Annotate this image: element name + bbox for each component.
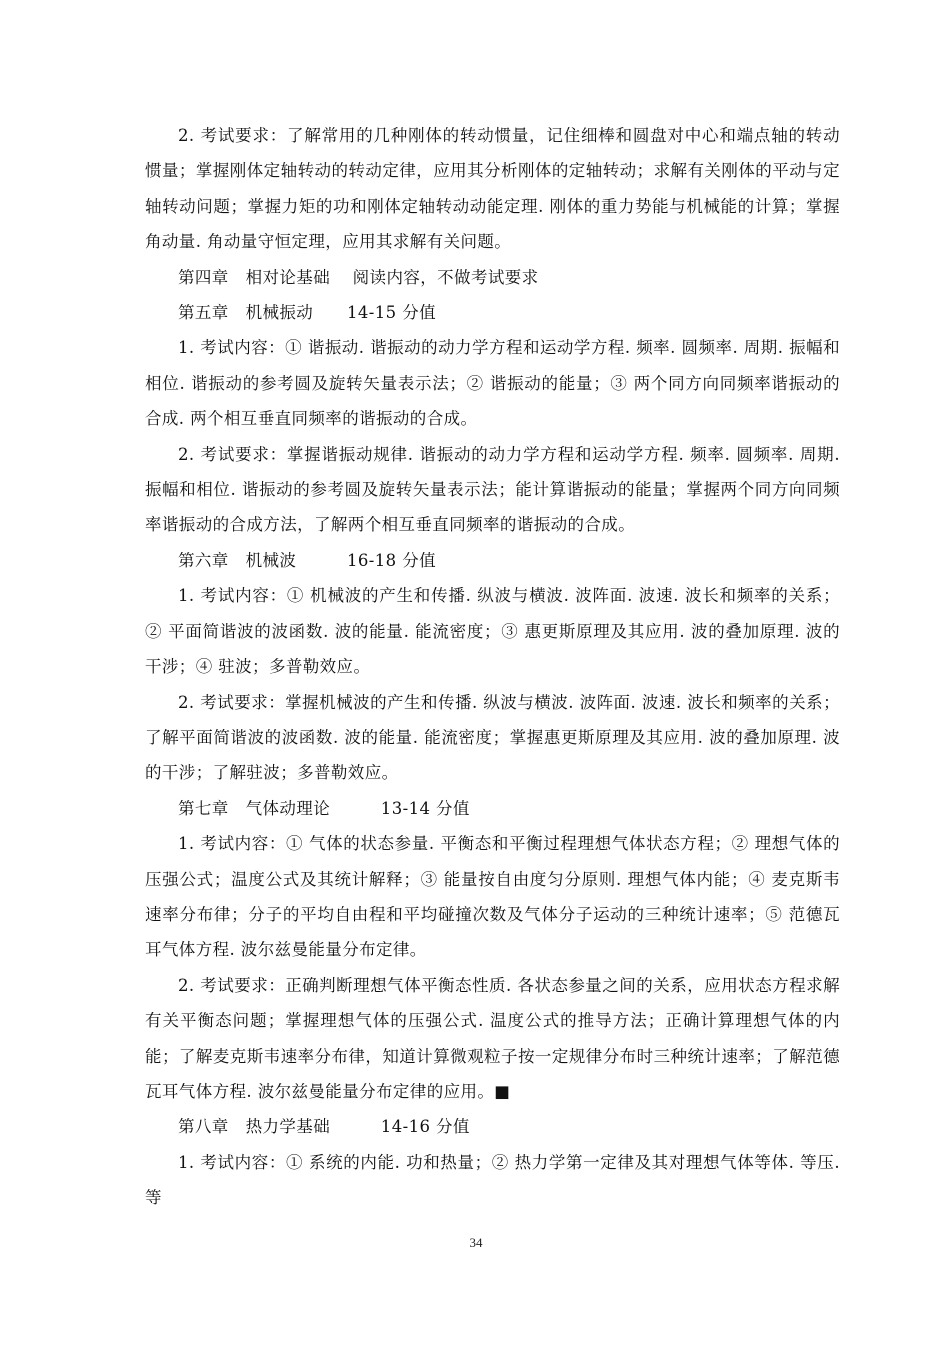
paragraph-ch7-content: 1. 考试内容：① 气体的状态参量. 平衡态和平衡过程理想气体状态方程；② 理想气体的压强公式；温度公式及其统计解释；③ 能量按自由度匀分原则. 理想气体内能；④ 麦克斯韦速率分布律；分子的平均自由程和平均碰撞次数及气体分子运动的三种统计速率；⑤ 范德瓦耳气体方程. 波尔兹曼能量分布定律。	[145, 834, 840, 960]
chapter-heading-6: 第六章 机械波 16-18 分值	[178, 550, 437, 570]
paragraph-ch6-requirements: 2. 考试要求：掌握机械波的产生和传播. 纵波与横波. 波阵面. 波速. 波长和频率的关系；了解平面简谐波的波函数. 波的能量. 能流密度；掌握惠更斯原理及其应用. 波的叠加原理. 波的干涉；了解驻波；多普勒效应。	[145, 692, 840, 783]
paragraph-ch7-requirements: 2. 考试要求：正确判断理想气体平衡态性质. 各状态参量之间的关系，应用状态方程求解有关平衡态问题；掌握理想气体的压强公式. 温度公式的推导方法；正确计算理想气体的内能；了解麦克斯韦速率分布律，知道计算微观粒子按一定规律分布时三种统计速率；了解范德瓦耳气体方程. 波尔兹曼能量分布定律的应用。■	[145, 975, 840, 1101]
chapter-heading-8: 第八章 热力学基础 14-16 分值	[178, 1117, 470, 1137]
page-number: 34	[469, 1235, 483, 1250]
paragraph-ch5-requirements: 2. 考试要求：掌握谐振动规律. 谐振动的动力学方程和运动学方程. 频率. 圆频率. 周期. 振幅和相位. 谐振动的参考圆及旋转矢量表示法；能计算谐振动的能量；掌握两个同方向同频率谐振动的合成方法，了解两个相互垂直同频率的谐振动的合成。	[145, 444, 840, 535]
paragraph-ch5-content: 1. 考试内容：① 谐振动. 谐振动的动力学方程和运动学方程. 频率. 圆频率. 周期. 振幅和相位. 谐振动的参考圆及旋转矢量表示法；② 谐振动的能量；③ 两个同方向同频率谐振动的合成. 两个相互垂直同频率的谐振动的合成。	[145, 338, 840, 429]
paragraph-ch3-requirements: 2. 考试要求：了解常用的几种刚体的转动惯量，记住细棒和圆盘对中心和端点轴的转动惯量；掌握刚体定轴转动的转动定律，应用其分析刚体的定轴转动；求解有关刚体的平动与定轴转动问题；掌握力矩的功和刚体定轴转动动能定理. 刚体的重力势能与机械能的计算；掌握角动量. 角动量守恒定理，应用其求解有关问题。	[145, 126, 840, 252]
paragraph-ch6-content: 1. 考试内容：① 机械波的产生和传播. 纵波与横波. 波阵面. 波速. 波长和频率的关系；② 平面简谐波的波函数. 波的能量. 能流密度；③ 惠更斯原理及其应用. 波的叠加原理. 波的干涉；④ 驻波；多普勒效应。	[145, 586, 840, 677]
chapter-heading-7: 第七章 气体动理论 13-14 分值	[178, 798, 470, 818]
chapter-heading-4: 第四章 相对论基础 阅读内容，不做考试要求	[178, 267, 539, 287]
page-body	[145, 118, 840, 1216]
paragraph-ch8-content: 1. 考试内容：① 系统的内能. 功和热量；② 热力学第一定律及其对理想气体等体. 等压. 等	[145, 1152, 840, 1208]
chapter-heading-5: 第五章 机械振动 14-15 分值	[178, 303, 437, 323]
